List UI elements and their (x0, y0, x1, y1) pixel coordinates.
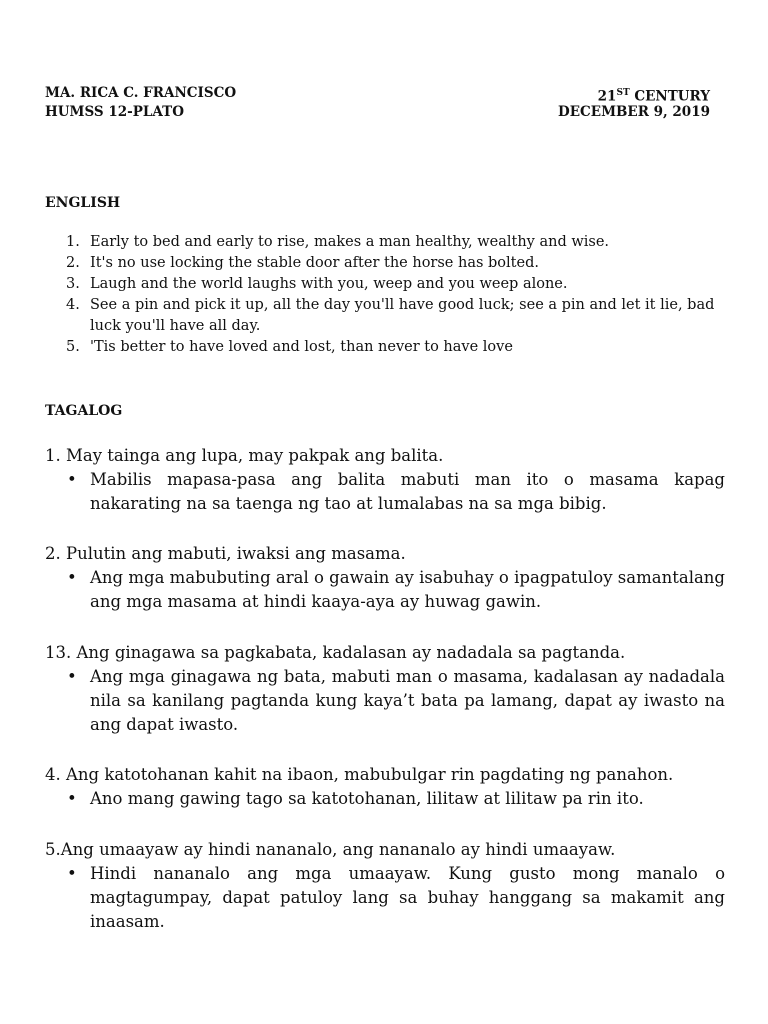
explanation (45, 862, 725, 934)
explanation (45, 566, 725, 614)
proverb-block (45, 641, 725, 737)
proverb: 1. May tainga ang lupa, may pakpak ang balita. (45, 446, 444, 465)
list-text: 'Tis better to have loved and lost, than never to have love (90, 339, 513, 355)
tagalog-title: TAGALOG (45, 403, 123, 419)
list-item (46, 253, 726, 274)
list-number: 4. (66, 297, 80, 313)
list-text: See a pin and pick it up, all the day you'll have good luck; see a pin and let it lie, bad luck you'll have all day. (90, 297, 715, 334)
bullet-icon: • (67, 864, 77, 883)
explanation-text: Ano mang gawing tago sa katotohanan, lilitaw at lilitaw pa rin ito. (90, 789, 644, 808)
explanation (45, 665, 725, 737)
bullet-icon: • (67, 789, 77, 808)
student-name: MA. RICA C. FRANCISCO (45, 85, 237, 101)
bullet-icon: • (67, 568, 77, 587)
subject-rest: CENTURY (629, 88, 710, 105)
explanation-text: Ang mga ginagawa ng bata, mabuti man o masama, kadalasan ay nadadala nila sa kanilang pagtanda kung kaya’t bata pa lamang, dapat ay iwasto na ang dapat iwasto. (90, 667, 725, 734)
list-item (46, 295, 726, 337)
list-text: It's no use locking the stable door after the horse has bolted. (90, 255, 539, 271)
list-number: 1. (66, 234, 80, 250)
proverb: 13. Ang ginagawa sa pagkabata, kadalasan ay nadadala sa pagtanda. (45, 643, 626, 662)
proverb-block (45, 838, 725, 934)
student-section: HUMSS 12-PLATO (45, 104, 184, 120)
proverb: 2. Pulutin ang mabuti, iwaksi ang masama. (45, 544, 406, 563)
explanation-text: Hindi nananalo ang mga umaayaw. Kung gusto mong manalo o magtagumpay, dapat patuloy lang sa buhay hanggang sa makamit ang inaasam. (90, 864, 725, 931)
proverb-block (45, 444, 725, 516)
bullet-icon: • (67, 470, 77, 489)
list-item (46, 232, 726, 253)
explanation (45, 787, 725, 811)
proverb: 4. Ang katotohanan kahit na ibaon, mabubulgar rin pagdating ng panahon. (45, 765, 674, 784)
list-text: Laugh and the world laughs with you, weep and you weep alone. (90, 276, 568, 292)
list-item (46, 274, 726, 295)
date: DECEMBER 9, 2019 (558, 104, 710, 120)
subject-prefix: 21 (597, 88, 617, 105)
proverb-block (45, 763, 725, 811)
explanation-text: Ang mga mabubuting aral o gawain ay isabuhay o ipagpatuloy samantalang ang mga masama at hindi kaaya-aya ay huwag gawin. (90, 568, 725, 611)
english-title: ENGLISH (45, 195, 121, 211)
explanation-text: Mabilis mapasa-pasa ang balita mabuti man ito o masama kapag nakarating na sa taenga ng tao at lumalabas na sa mga bibig. (90, 470, 725, 513)
proverb: 5.Ang umaayaw ay hindi nananalo, ang nananalo ay hindi umaayaw. (45, 840, 616, 859)
list-text: Early to bed and early to rise, makes a man healthy, wealthy and wise. (90, 234, 610, 250)
explanation (45, 468, 725, 516)
english-list (46, 232, 726, 358)
list-item (46, 337, 726, 358)
bullet-icon: • (67, 667, 77, 686)
list-number: 5. (66, 339, 80, 355)
list-number: 3. (66, 276, 80, 292)
proverb-block (45, 542, 725, 614)
subject-sup: ST (616, 88, 630, 98)
list-number: 2. (66, 255, 80, 271)
